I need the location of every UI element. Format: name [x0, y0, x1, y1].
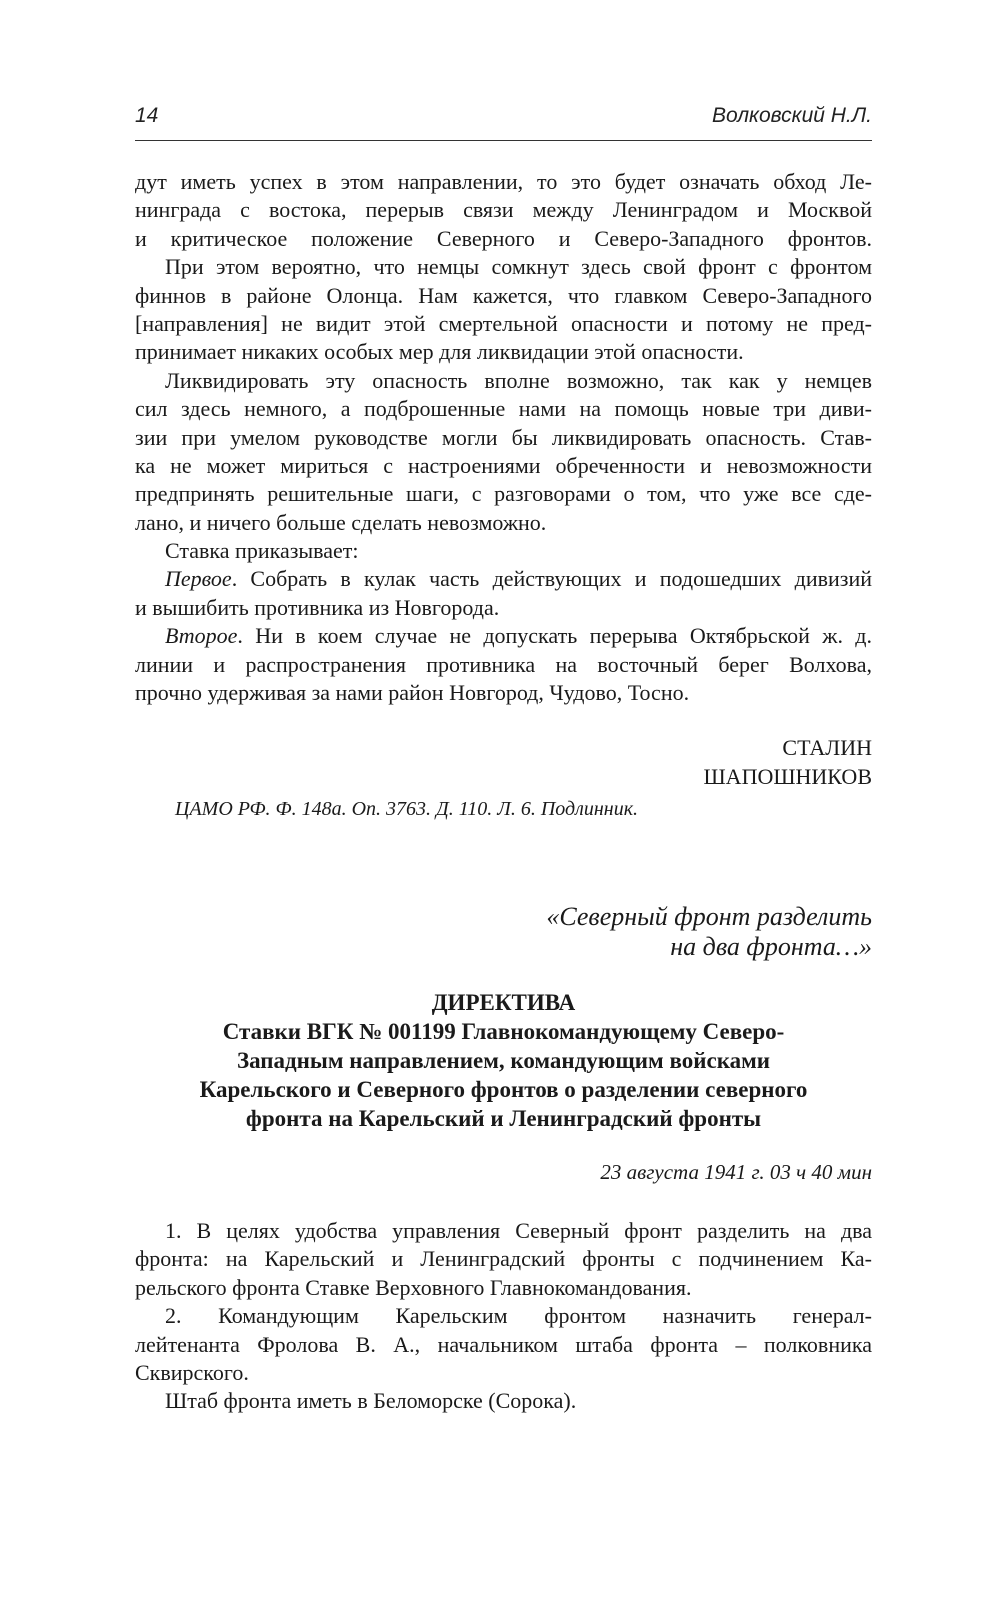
directive-heading [135, 988, 872, 1133]
directive-title: ДИРЕКТИВА [431, 990, 576, 1015]
page-number: 14 [135, 104, 159, 127]
text-line: рельского фронта Ставке Верховного Главнокомандования. [135, 1274, 692, 1300]
signatures [703, 733, 872, 791]
text-line [135, 622, 872, 650]
text-line: Ликвидировать эту опасность вполне возможно, так как у немцев [165, 367, 872, 393]
text-line: Штаб фронта иметь в Беломорске (Сорока). [165, 1388, 577, 1414]
text-line: нинграда с востока, перерыв связи между Ленинградом и Москвой [135, 197, 872, 223]
text-line: дут иметь успех в этом направлении, то это будет означать обход Ле- [135, 169, 872, 194]
text-line: Сквирского. [135, 1359, 249, 1385]
running-author: Волковский Н.Л. [711, 104, 872, 127]
text-line: лейтенанта Фролова В. А., начальником штаба фронта – полковника [135, 1331, 872, 1357]
signature: СТАЛИН [782, 735, 872, 760]
order-lead: Второе [165, 623, 238, 649]
text-line: При этом вероятно, что немцы сомкнут здесь свой фронт с фронтом [165, 254, 872, 280]
signature: ШАПОШНИКОВ [703, 764, 872, 789]
body-text [135, 168, 872, 707]
section-title-line: «Северный фронт разделить [546, 902, 872, 931]
order-text: . Собрать в кулак часть действующих и подошедших дивизий [231, 566, 872, 592]
text-line: зии при умелом руководстве могли бы ликвидировать опасность. Став- [135, 424, 872, 450]
header-rule [135, 140, 872, 141]
text-line: ка не может мириться с настроениями обреченности и невозможности [135, 452, 872, 478]
directive-line: Карельского и Северного фронтов о разделении северного [199, 1077, 808, 1102]
text-line: линии и распространения противника на восточный берег Волхова, [135, 651, 872, 677]
text-line: фронта: на Карельский и Ленинградский фронты с подчинением Ка- [135, 1246, 872, 1272]
text-line: финнов в районе Олонца. Нам кажется, что главком Северо-Западного [135, 282, 872, 308]
text-line: 1. В целях удобства управления Северный фронт разделить на два [165, 1218, 872, 1243]
text-line: 2. Командующим Карельским фронтом назначить генерал- [165, 1303, 872, 1329]
directive-line: Ставки ВГК № 001199 Главнокомандующему Северо- [222, 1019, 785, 1044]
text-line: принимает никаких особых мер для ликвидации этой опасности. [135, 339, 744, 365]
directive-body [135, 1217, 872, 1416]
text-line: и вышибить противника из Новгорода. [135, 594, 500, 620]
text-line: прочно удерживая за нами район Новгород, Чудово, Тосно. [135, 680, 690, 706]
text-line: предпринять решительные шаги, с разговорами о том, что уже все сде- [135, 481, 872, 507]
directive-line: Западным направлением, командующим войсками [236, 1048, 771, 1073]
order-lead: Первое [165, 566, 232, 592]
text-line: Ставка приказывает: [165, 538, 359, 564]
section-title [546, 902, 872, 962]
order-text: . Ни в коем случае не допускать перерыва Октябрьской ж. д. [237, 623, 872, 649]
directive-line: фронта на Карельский и Ленинградский фронты [245, 1106, 762, 1131]
text-line: лано, и ничего больше сделать невозможно. [135, 509, 547, 535]
text-line: сил здесь немного, а подброшенные нами на помощь новые три диви- [135, 396, 872, 422]
archive-source: ЦАМО РФ. Ф. 148а. Оп. 3763. Д. 110. Л. 6. Подлинник. [175, 798, 639, 820]
text-line: и критическое положение Северного и Северо-Западного фронтов. [135, 225, 872, 251]
directive-date: 23 августа 1941 г. 03 ч 40 мин [600, 1160, 872, 1184]
text-line [135, 565, 872, 593]
section-title-line: на два фронта…» [670, 932, 872, 961]
text-line: [направления] не видит этой смертельной опасности и потому не пред- [135, 310, 872, 336]
running-header [135, 104, 872, 136]
